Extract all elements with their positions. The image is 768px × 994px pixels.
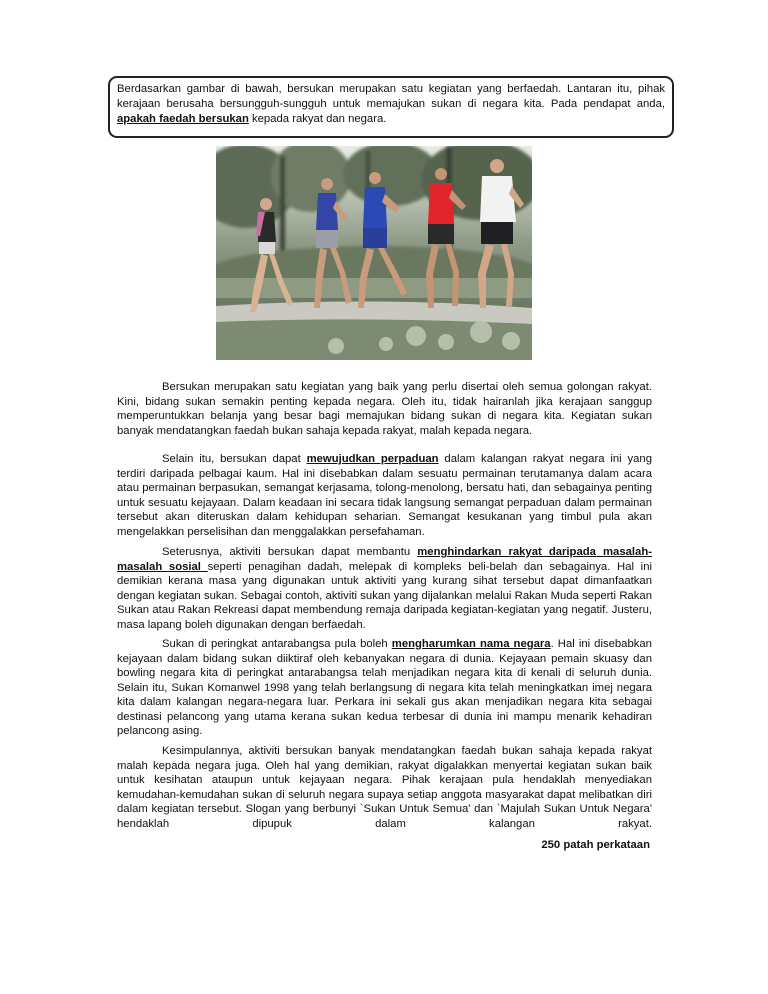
paragraph-text-end: seperti penagihan dadah, melepak di kompleks beli-belah dan sebagainya. Hal ini demikian kerana masa yang digunakan untuk aktiviti yang kurang sihat tersebut dapat dimanfaatkan dengan kegiatan sukan. Sebagai contoh, aktiviti sukan yang dijalankan melalui Rakan Muda seperti Rakan Sukan atau Rakan Rekreasi dapat membendung remaja daripada kegiatan-kegiatan yang negatif. Justeru, masa lapang boleh digunakan dengan berfaedah.: [117, 560, 652, 631]
joggers-photo: [216, 146, 532, 360]
paragraph-highlight: mewujudkan perpaduan: [306, 453, 439, 465]
paragraph-text: Kesimpulannya, aktiviti bersukan banyak mendatangkan faedah bukan sahaja kepada rakyat malah kepada negara juga. Oleh hal yang demikian, rakyat digalakkan menyertai kegiatan sukan baik untuk kesihatan ataupun untuk kejayaan negara. Pihak kerajaan pula hendaklah menyediakan kemudahan-kemudahan sukan di seluruh negara supaya setiap anggota masyarakat dapat melibatkan diri dalam kegiatan tersebut. Slogan yang berbunyi `Sukan Untuk Semua' dan `Majulah Sukan Untuk Negara' hendaklah dipupuk dalam kalangan rakyat.: [117, 745, 652, 830]
question-highlight: apakah faedah bersukan: [117, 113, 249, 125]
paragraph-text: Sukan di peringkat antarabangsa pula boleh: [162, 638, 392, 650]
paragraph-highlight: mengharumkan nama negara: [391, 638, 551, 650]
essay-paragraph-5: [117, 744, 652, 831]
paragraph-text-end: . Hal ini disebabkan kejayaan dalam bidang sukan diiktiraf oleh kebanyakan negara di dunia. Kejayaan pemain skuasy dan bowling negara kita di peringkat antarabangsa telah menjadikan negara kita di kenali di seluruh dunia. Selain itu, Sukan Komanwel 1998 yang telah berlangsung di negara kita telah meningkatkan imej negara kita dalam kalangan negara-negara luar. Perkara ini sekali gus akan menjadikan negara kita sebagai destinasi pelancong yang utama kerana sukan kedua terbesar di dunia ini mampu menarik kehadiran pelancong asing.: [117, 638, 652, 737]
paragraph-text-end: dalam kalangan rakyat negara ini yang terdiri daripada pelbagai kaum. Hal ini disebabkan dalam sesuatu permainan terutamanya dalam acara atau permainan berpasukan, semangat kerjasama, tolong-menolong, bersatu hati, dan sebagainya penting untuk sesuatu kejayaan. Dalam keadaan ini secara tidak langsung semangat perpaduan dalam permainan tersebut akan diteruskan dalam kehidupan seharian. Semangat kesukanan yang timbul pula akan mengelakkan perselisihan dan menggalakkan persefahaman.: [117, 453, 652, 538]
word-count: 250 patah perkataan: [541, 839, 650, 851]
essay-paragraph-3: [117, 545, 652, 632]
question-box: [108, 76, 674, 138]
paragraph-text: Seterusnya, aktiviti bersukan dapat membantu: [162, 546, 418, 558]
essay-paragraph-4: [117, 637, 652, 739]
paragraph-text: Selain itu, bersukan dapat: [162, 453, 307, 465]
essay-paragraph-2: [117, 452, 652, 539]
question-text: Berdasarkan gambar di bawah, bersukan merupakan satu kegiatan yang berfaedah. Lantaran itu, pihak kerajaan berusaha bersungguh-sungguh untuk memajukan sukan di negara kita. Pada pendapat anda,: [117, 83, 665, 110]
question-text-end: kepada rakyat dan negara.: [248, 113, 387, 125]
paragraph-text: Bersukan merupakan satu kegiatan yang baik yang perlu disertai oleh semua golongan rakyat. Kini, bidang sukan semakin penting kepada negara. Oleh itu, tidak hairanlah jika kerajaan sanggup memperuntukkan belanja yang besar bagi memajukan bidang sukan di negara kita. Kegiatan sukan banyak mendatangkan faedah bukan sahaja kepada rakyat, malah kepada negara.: [117, 381, 652, 437]
paragraph-highlight: menghindarkan rakyat daripada masalah-masalah sosial: [117, 546, 652, 573]
essay-paragraph-1: [117, 380, 652, 438]
